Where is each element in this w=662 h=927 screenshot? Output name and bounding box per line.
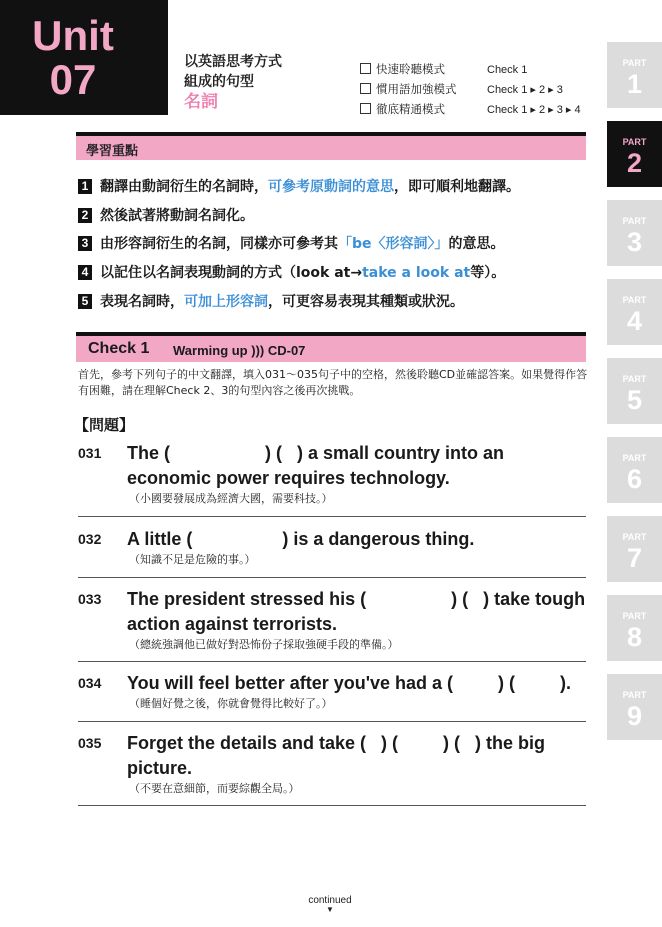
tab-part-8[interactable]: PART 8	[607, 595, 662, 661]
question-sentence: A little ( ) is a dangerous thing.	[127, 529, 475, 549]
tab-part-2[interactable]: PART 2	[607, 121, 662, 187]
point-number: 3	[78, 236, 92, 251]
study-mode-item: 快速聆聽模式 Check 1	[360, 59, 581, 79]
question-number: 031	[78, 445, 102, 461]
divider	[78, 516, 586, 517]
question-translation: （知識不足是危險的事。）	[129, 553, 256, 566]
checkbox-icon[interactable]	[360, 83, 371, 94]
unit-heading	[184, 52, 282, 112]
question-translation: （總統強調他已做好對恐怖份子採取強硬手段的準備。）	[129, 638, 399, 651]
section-title: 學習重點	[86, 144, 139, 159]
unit-badge	[0, 0, 168, 115]
question-translation: （睡個好覺之後，你就會覺得比較好了。）	[129, 697, 333, 710]
question-number: 032	[78, 531, 102, 547]
point-number: 4	[78, 265, 92, 280]
question-translation: （不要在意細節，而要綜觀全局。）	[129, 782, 300, 795]
tab-part-1[interactable]: PART 1	[607, 42, 662, 108]
check-subtitle: Warming up ))) CD-07	[173, 343, 306, 358]
heading-topic: 名詞	[184, 92, 218, 112]
check-title: Check 1	[88, 340, 150, 357]
question-sentence: The president stressed his ( ) ( ) take tough action against terrorists.	[127, 589, 586, 634]
divider	[78, 577, 586, 578]
tab-part-6[interactable]: PART 6	[607, 437, 662, 503]
unit-number: 07	[49, 56, 97, 103]
question-sentence: Forget the details and take ( ) ( ) ( ) the big picture.	[127, 733, 546, 778]
divider	[78, 661, 586, 662]
tab-part-7[interactable]: PART 7	[607, 516, 662, 582]
point-number: 5	[78, 294, 92, 309]
question-number: 033	[78, 591, 102, 607]
learning-point: 3 由形容詞衍生的名詞，同樣亦可參考其「be〈形容詞〉」的意思。	[78, 235, 505, 253]
checkbox-icon[interactable]	[360, 103, 371, 114]
question-sentence: You will feel better after you've had a ( ) ( ).	[127, 673, 572, 693]
tab-part-4[interactable]: PART 4	[607, 279, 662, 345]
tab-part-3[interactable]: PART 3	[607, 200, 662, 266]
instructions: 首先，參考下列句子的中文翻譯，填入031～035句子中的空格，然後聆聽CD並確認答案。如果覺得作答有困難，請在理解Check 2、3的句型內容之後再次挑戰。	[78, 368, 588, 397]
heading-line-2: 組成的句型	[184, 74, 254, 90]
continued-note: continued ▼	[280, 895, 380, 914]
point-number: 1	[78, 179, 92, 194]
section-header-check-1	[76, 332, 586, 362]
question-number: 034	[78, 675, 102, 691]
study-mode-item: 徹底精通模式 Check 1 ▸ 2 ▸ 3 ▸ 4	[360, 99, 581, 119]
study-mode-item: 慣用語加強模式 Check 1 ▸ 2 ▸ 3	[360, 79, 581, 99]
learning-point: 2 然後試著將動詞名詞化。	[78, 207, 254, 225]
tab-part-5[interactable]: PART 5	[607, 358, 662, 424]
learning-point: 4 以記住以名詞表現動詞的方式（look at→take a look at等）。	[78, 264, 505, 282]
divider	[78, 805, 586, 806]
learning-point: 1 翻譯由動詞衍生的名詞時，可參考原動詞的意思，即可順利地翻譯。	[78, 178, 520, 196]
question-translation: （小國要發展成為經濟大國，需要科技。）	[129, 492, 333, 505]
section-header-learning-points	[76, 132, 586, 160]
point-number: 2	[78, 208, 92, 223]
heading-line-1: 以英語思考方式	[184, 54, 282, 70]
study-mode-list	[360, 59, 581, 119]
checkbox-icon[interactable]	[360, 63, 371, 74]
tab-part-9[interactable]: PART 9	[607, 674, 662, 740]
arrow-down-icon: ▼	[326, 905, 334, 914]
divider	[78, 721, 586, 722]
question-number: 035	[78, 735, 102, 751]
questions-title: 【問題】	[74, 416, 135, 434]
learning-point: 5 表現名詞時，可加上形容詞，可更容易表現其種類或狀況。	[78, 293, 464, 311]
question-sentence: The ( ) ( ) a small country into an economic power requires technology.	[127, 443, 505, 488]
unit-word: Unit	[32, 12, 114, 59]
